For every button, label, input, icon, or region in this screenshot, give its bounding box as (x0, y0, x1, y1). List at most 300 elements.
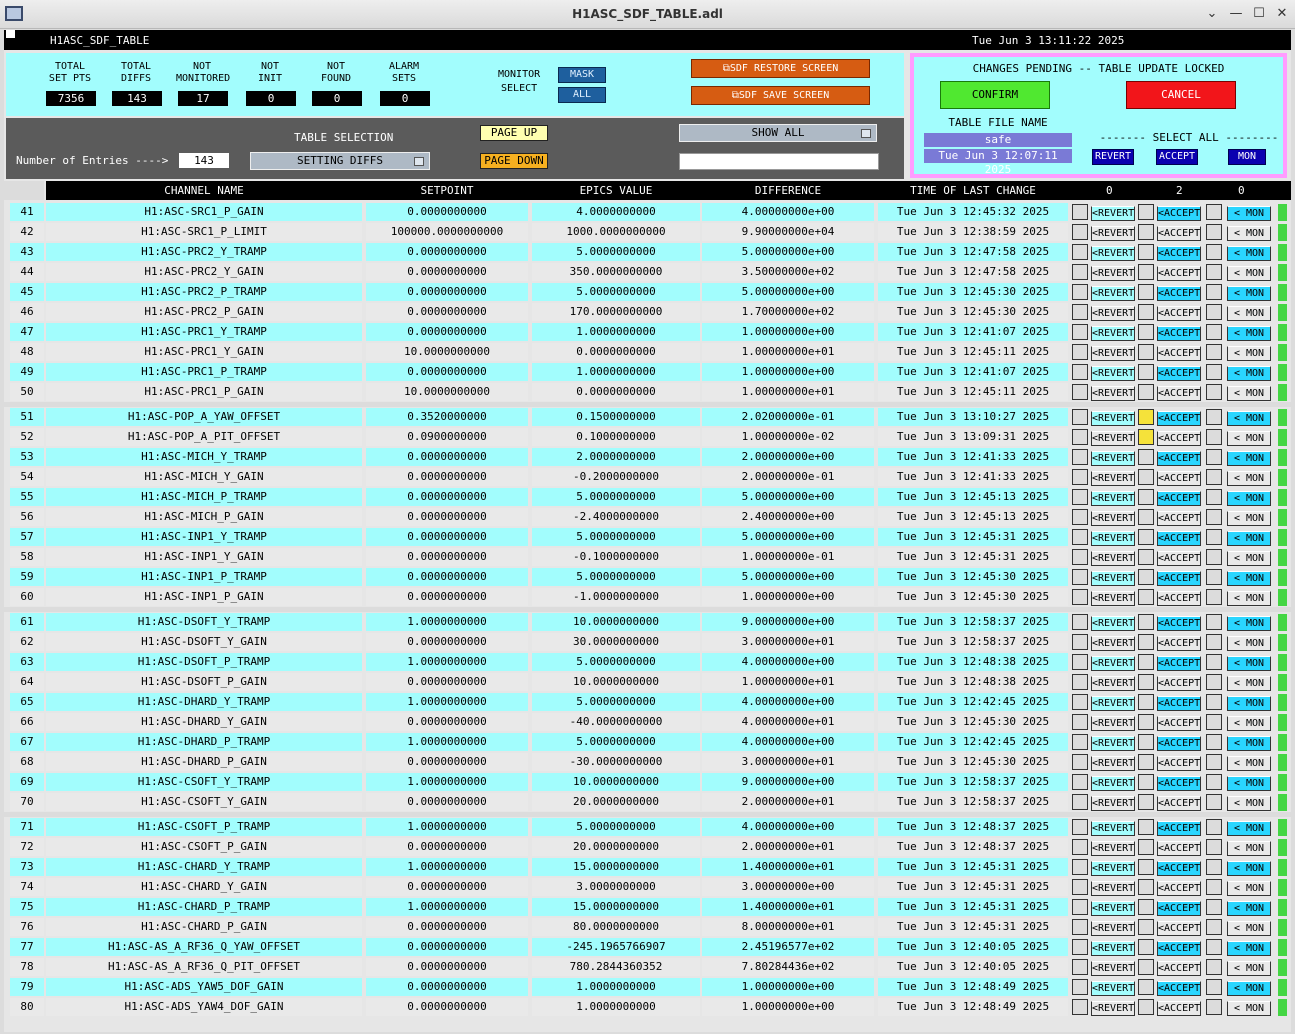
mon-button[interactable]: < MON (1227, 921, 1271, 936)
revert-checkbox[interactable] (1072, 469, 1088, 485)
revert-button[interactable]: <REVERT (1092, 533, 1135, 544)
accept-button[interactable]: <ACCEPT (1158, 388, 1201, 399)
mon-checkbox[interactable] (1206, 899, 1222, 915)
difference-value: 1.00000000e+01 (702, 383, 874, 401)
revert-button[interactable]: <REVERT (1092, 923, 1135, 934)
mon-button[interactable]: < MON (1227, 636, 1271, 651)
mon-checkbox[interactable] (1206, 244, 1222, 260)
mon-button[interactable]: < MON (1227, 206, 1271, 221)
revert-checkbox[interactable] (1072, 859, 1088, 875)
mon-button[interactable]: < MON (1227, 676, 1271, 691)
mon-button[interactable]: < MON (1227, 386, 1271, 401)
mon-checkbox[interactable] (1206, 264, 1222, 280)
mon-checkbox[interactable] (1206, 734, 1222, 750)
revert-checkbox[interactable] (1072, 509, 1088, 525)
revert-checkbox[interactable] (1072, 429, 1088, 445)
page-up-button[interactable]: PAGE UP (480, 125, 548, 141)
difference-value: 5.00000000e+00 (702, 528, 874, 546)
mon-button[interactable]: < MON (1227, 1001, 1271, 1016)
accept-checkbox[interactable] (1138, 614, 1154, 630)
accept-checkbox[interactable] (1138, 509, 1154, 525)
revert-button[interactable]: <REVERT (1092, 843, 1135, 854)
revert-checkbox[interactable] (1072, 549, 1088, 565)
revert-checkbox[interactable] (1072, 839, 1088, 855)
revert-button[interactable]: <REVERT (1092, 268, 1135, 279)
revert-checkbox[interactable] (1072, 449, 1088, 465)
revert-button[interactable]: <REVERT (1092, 593, 1135, 604)
revert-button[interactable]: <REVERT (1092, 413, 1135, 424)
revert-checkbox[interactable] (1072, 244, 1088, 260)
channel-name: H1:ASC-DSOFT_P_GAIN (46, 673, 362, 691)
mon-button[interactable]: < MON (1227, 776, 1271, 791)
mon-button[interactable]: < MON (1227, 696, 1271, 711)
mon-checkbox[interactable] (1206, 344, 1222, 360)
mon-checkbox[interactable] (1206, 429, 1222, 445)
channel-name: H1:ASC-MICH_Y_TRAMP (46, 448, 362, 466)
mon-checkbox[interactable] (1206, 674, 1222, 690)
accept-checkbox[interactable] (1138, 324, 1154, 340)
mon-checkbox[interactable] (1206, 224, 1222, 240)
select-all-revert-button[interactable]: REVERT (1092, 149, 1134, 165)
revert-button[interactable]: <REVERT (1092, 618, 1135, 629)
accept-button[interactable]: <ACCEPT (1158, 328, 1201, 339)
accept-button[interactable]: <ACCEPT (1158, 573, 1201, 584)
minimize-icon[interactable]: — (1229, 6, 1243, 21)
difference-value: 3.00000000e+00 (702, 878, 874, 896)
accept-checkbox[interactable] (1138, 384, 1154, 400)
revert-button[interactable]: <REVERT (1092, 433, 1135, 444)
table-row (4, 282, 1291, 302)
mon-button[interactable]: < MON (1227, 326, 1271, 341)
revert-button[interactable]: <REVERT (1092, 698, 1135, 709)
accept-checkbox[interactable] (1138, 224, 1154, 240)
accept-checkbox[interactable] (1138, 429, 1154, 445)
accept-button[interactable]: <ACCEPT (1158, 983, 1201, 994)
accept-button[interactable]: <ACCEPT (1158, 658, 1201, 669)
revert-checkbox[interactable] (1072, 959, 1088, 975)
mon-checkbox[interactable] (1206, 204, 1222, 220)
mon-checkbox[interactable] (1206, 999, 1222, 1015)
mon-checkbox[interactable] (1206, 589, 1222, 605)
accept-checkbox[interactable] (1138, 919, 1154, 935)
channel-name: H1:ASC-CSOFT_P_TRAMP (46, 818, 362, 836)
mon-checkbox[interactable] (1206, 549, 1222, 565)
accept-button[interactable]: <ACCEPT (1158, 738, 1201, 749)
accept-button[interactable]: <ACCEPT (1158, 433, 1201, 444)
accept-checkbox[interactable] (1138, 364, 1154, 380)
mon-checkbox[interactable] (1206, 469, 1222, 485)
accept-button[interactable]: <ACCEPT (1158, 678, 1201, 689)
mon-button[interactable]: < MON (1227, 246, 1271, 261)
mon-checkbox[interactable] (1206, 509, 1222, 525)
mon-button[interactable]: < MON (1227, 451, 1271, 466)
setpoint-value: 0.0000000000 (366, 938, 528, 956)
accept-button[interactable]: <ACCEPT (1158, 883, 1201, 894)
accept-checkbox[interactable] (1138, 899, 1154, 915)
revert-button[interactable]: <REVERT (1092, 963, 1135, 974)
revert-button[interactable]: <REVERT (1092, 718, 1135, 729)
revert-checkbox[interactable] (1072, 734, 1088, 750)
mon-checkbox[interactable] (1206, 569, 1222, 585)
mon-button[interactable]: < MON (1227, 286, 1271, 301)
accept-checkbox[interactable] (1138, 449, 1154, 465)
maximize-icon[interactable]: ☐ (1253, 6, 1265, 21)
channel-name: H1:ASC-DSOFT_Y_TRAMP (46, 613, 362, 631)
setpoint-value: 0.0000000000 (366, 838, 528, 856)
mon-checkbox[interactable] (1206, 714, 1222, 730)
revert-checkbox[interactable] (1072, 694, 1088, 710)
mon-button[interactable]: < MON (1227, 981, 1271, 996)
revert-checkbox[interactable] (1072, 899, 1088, 915)
difference-value: 9.90000000e+04 (702, 223, 874, 241)
mon-button[interactable]: < MON (1227, 716, 1271, 731)
row-number: 77 (10, 938, 44, 956)
row-number: 62 (10, 633, 44, 651)
status-indicator (1278, 634, 1287, 651)
setpoint-value: 0.0000000000 (366, 263, 528, 281)
sdf-restore-screen-button[interactable] (691, 59, 870, 78)
mon-checkbox[interactable] (1206, 694, 1222, 710)
revert-button[interactable]: <REVERT (1092, 453, 1135, 464)
mon-button[interactable]: < MON (1227, 366, 1271, 381)
accept-checkbox[interactable] (1138, 244, 1154, 260)
accept-button[interactable]: <ACCEPT (1158, 248, 1201, 259)
time-of-last-change: Tue Jun 3 12:48:37 2025 (878, 818, 1068, 836)
accept-button[interactable]: <ACCEPT (1158, 638, 1201, 649)
mon-button[interactable]: < MON (1227, 796, 1271, 811)
accept-button[interactable]: <ACCEPT (1158, 863, 1201, 874)
accept-checkbox[interactable] (1138, 694, 1154, 710)
mon-button[interactable]: < MON (1227, 901, 1271, 916)
mon-button[interactable]: < MON (1227, 571, 1271, 586)
accept-button[interactable]: <ACCEPT (1158, 208, 1201, 219)
setpoint-value: 0.0000000000 (366, 713, 528, 731)
table-row (4, 997, 1291, 1017)
accept-button[interactable]: <ACCEPT (1158, 843, 1201, 854)
mon-button[interactable]: < MON (1227, 616, 1271, 631)
revert-checkbox[interactable] (1072, 939, 1088, 955)
accept-checkbox[interactable] (1138, 284, 1154, 300)
mon-checkbox[interactable] (1206, 324, 1222, 340)
mon-button[interactable]: < MON (1227, 591, 1271, 606)
mon-button[interactable]: < MON (1227, 306, 1271, 321)
revert-button[interactable]: <REVERT (1092, 228, 1135, 239)
mon-button[interactable]: < MON (1227, 511, 1271, 526)
mon-checkbox[interactable] (1206, 859, 1222, 875)
epics-value: 1.0000000000 (532, 323, 700, 341)
mon-button[interactable]: < MON (1227, 431, 1271, 446)
revert-checkbox[interactable] (1072, 614, 1088, 630)
revert-button[interactable]: <REVERT (1092, 288, 1135, 299)
time-of-last-change: Tue Jun 3 12:45:13 2025 (878, 508, 1068, 526)
revert-checkbox[interactable] (1072, 979, 1088, 995)
accept-button[interactable]: <ACCEPT (1158, 963, 1201, 974)
accept-button[interactable]: <ACCEPT (1158, 553, 1201, 564)
revert-button[interactable]: <REVERT (1092, 758, 1135, 769)
revert-checkbox[interactable] (1072, 714, 1088, 730)
accept-checkbox[interactable] (1138, 409, 1154, 425)
mon-button[interactable]: < MON (1227, 841, 1271, 856)
accept-checkbox[interactable] (1138, 529, 1154, 545)
all-button[interactable]: ALL (558, 87, 606, 103)
select-all-accept-button[interactable]: ACCEPT (1156, 149, 1198, 165)
accept-button[interactable]: <ACCEPT (1158, 453, 1201, 464)
setpoint-value: 0.0000000000 (366, 203, 528, 221)
confirm-button[interactable]: CONFIRM (940, 81, 1050, 109)
revert-button[interactable]: <REVERT (1092, 798, 1135, 809)
accept-button[interactable]: <ACCEPT (1158, 698, 1201, 709)
pending-changes-panel (910, 53, 1287, 178)
revert-checkbox[interactable] (1072, 674, 1088, 690)
revert-button[interactable]: <REVERT (1092, 573, 1135, 584)
mon-checkbox[interactable] (1206, 489, 1222, 505)
revert-checkbox[interactable] (1072, 794, 1088, 810)
revert-button[interactable]: <REVERT (1092, 553, 1135, 564)
mon-checkbox[interactable] (1206, 364, 1222, 380)
mask-button[interactable]: MASK (558, 67, 606, 83)
accept-checkbox[interactable] (1138, 469, 1154, 485)
accept-checkbox[interactable] (1138, 204, 1154, 220)
mon-checkbox[interactable] (1206, 839, 1222, 855)
revert-checkbox[interactable] (1072, 774, 1088, 790)
accept-button[interactable]: <ACCEPT (1158, 308, 1201, 319)
mon-checkbox[interactable] (1206, 819, 1222, 835)
accept-button[interactable]: <ACCEPT (1158, 473, 1201, 484)
difference-value: 3.50000000e+02 (702, 263, 874, 281)
revert-button[interactable]: <REVERT (1092, 513, 1135, 524)
accept-checkbox[interactable] (1138, 489, 1154, 505)
channel-name: H1:ASC-AS_A_RF36_Q_PIT_OFFSET (46, 958, 362, 976)
setpoint-value: 10.0000000000 (366, 343, 528, 361)
revert-button[interactable]: <REVERT (1092, 823, 1135, 834)
mon-button[interactable]: < MON (1227, 346, 1271, 361)
mon-button[interactable]: < MON (1227, 411, 1271, 426)
accept-button[interactable]: <ACCEPT (1158, 513, 1201, 524)
accept-button[interactable]: <ACCEPT (1158, 268, 1201, 279)
revert-button[interactable]: <REVERT (1092, 348, 1135, 359)
revert-checkbox[interactable] (1072, 999, 1088, 1015)
accept-button[interactable]: <ACCEPT (1158, 1003, 1201, 1014)
accept-button[interactable]: <ACCEPT (1158, 368, 1201, 379)
accept-button[interactable]: <ACCEPT (1158, 413, 1201, 424)
accept-checkbox[interactable] (1138, 734, 1154, 750)
accept-checkbox[interactable] (1138, 549, 1154, 565)
revert-button[interactable]: <REVERT (1092, 983, 1135, 994)
mon-button[interactable]: < MON (1227, 531, 1271, 546)
cancel-button[interactable]: CANCEL (1126, 81, 1236, 109)
revert-checkbox[interactable] (1072, 284, 1088, 300)
revert-button[interactable]: <REVERT (1092, 638, 1135, 649)
difference-value: 1.40000000e+01 (702, 898, 874, 916)
mon-checkbox[interactable] (1206, 774, 1222, 790)
table-row (4, 447, 1291, 467)
accept-button[interactable]: <ACCEPT (1158, 758, 1201, 769)
revert-checkbox[interactable] (1072, 654, 1088, 670)
mon-checkbox[interactable] (1206, 794, 1222, 810)
revert-button[interactable]: <REVERT (1092, 493, 1135, 504)
mon-checkbox[interactable] (1206, 614, 1222, 630)
mon-button[interactable]: < MON (1227, 941, 1271, 956)
accept-checkbox[interactable] (1138, 264, 1154, 280)
channel-name: H1:ASC-PRC2_Y_TRAMP (46, 243, 362, 261)
table-selection-dropdown[interactable]: SETTING DIFFS (250, 152, 430, 170)
epics-value: 5.0000000000 (532, 283, 700, 301)
revert-checkbox[interactable] (1072, 324, 1088, 340)
channel-name: H1:ASC-CHARD_Y_GAIN (46, 878, 362, 896)
accept-checkbox[interactable] (1138, 794, 1154, 810)
revert-checkbox[interactable] (1072, 304, 1088, 320)
mon-checkbox[interactable] (1206, 939, 1222, 955)
mon-checkbox[interactable] (1206, 304, 1222, 320)
revert-button[interactable]: <REVERT (1092, 678, 1135, 689)
mon-checkbox[interactable] (1206, 384, 1222, 400)
revert-checkbox[interactable] (1072, 489, 1088, 505)
mon-checkbox[interactable] (1206, 959, 1222, 975)
close-icon[interactable]: ✕ (1276, 6, 1288, 21)
accept-checkbox[interactable] (1138, 959, 1154, 975)
accept-button[interactable]: <ACCEPT (1158, 798, 1201, 809)
revert-checkbox[interactable] (1072, 364, 1088, 380)
mon-checkbox[interactable] (1206, 919, 1222, 935)
accept-button[interactable]: <ACCEPT (1158, 228, 1201, 239)
revert-button[interactable]: <REVERT (1092, 473, 1135, 484)
mon-button[interactable]: < MON (1227, 471, 1271, 486)
revert-button[interactable]: <REVERT (1092, 308, 1135, 319)
select-all-mon-button[interactable]: MON (1228, 149, 1266, 165)
revert-button[interactable]: <REVERT (1092, 248, 1135, 259)
accept-button[interactable]: <ACCEPT (1158, 618, 1201, 629)
accept-checkbox[interactable] (1138, 344, 1154, 360)
accept-button[interactable]: <ACCEPT (1158, 288, 1201, 299)
mon-button[interactable]: < MON (1227, 881, 1271, 896)
mon-button[interactable]: < MON (1227, 226, 1271, 241)
mon-button[interactable]: < MON (1227, 266, 1271, 281)
mon-button[interactable]: < MON (1227, 756, 1271, 771)
revert-checkbox[interactable] (1072, 344, 1088, 360)
revert-button[interactable]: <REVERT (1092, 368, 1135, 379)
accept-checkbox[interactable] (1138, 674, 1154, 690)
pending-inner (914, 57, 1283, 174)
revert-checkbox[interactable] (1072, 754, 1088, 770)
revert-button[interactable]: <REVERT (1092, 328, 1135, 339)
mon-checkbox[interactable] (1206, 529, 1222, 545)
accept-checkbox[interactable] (1138, 839, 1154, 855)
accept-button[interactable]: <ACCEPT (1158, 823, 1201, 834)
revert-checkbox[interactable] (1072, 919, 1088, 935)
revert-checkbox[interactable] (1072, 204, 1088, 220)
revert-button[interactable]: <REVERT (1092, 903, 1135, 914)
page-down-button[interactable]: PAGE DOWN (480, 153, 548, 169)
revert-checkbox[interactable] (1072, 384, 1088, 400)
difference-value: 9.00000000e+00 (702, 613, 874, 631)
mon-button[interactable]: < MON (1227, 656, 1271, 671)
revert-button[interactable]: <REVERT (1092, 1003, 1135, 1014)
chevron-down-icon[interactable]: ⌄ (1206, 6, 1218, 21)
accept-button[interactable]: <ACCEPT (1158, 778, 1201, 789)
mon-checkbox[interactable] (1206, 654, 1222, 670)
revert-button[interactable]: <REVERT (1092, 208, 1135, 219)
revert-button[interactable]: <REVERT (1092, 863, 1135, 874)
mon-checkbox[interactable] (1206, 879, 1222, 895)
window-icon: ⧉ (731, 90, 739, 101)
difference-value: 1.00000000e-01 (702, 548, 874, 566)
table-row (4, 652, 1291, 672)
mon-checkbox[interactable] (1206, 284, 1222, 300)
accept-checkbox[interactable] (1138, 754, 1154, 770)
accept-checkbox[interactable] (1138, 589, 1154, 605)
revert-button[interactable]: <REVERT (1092, 943, 1135, 954)
row-number: 43 (10, 243, 44, 261)
accept-checkbox[interactable] (1138, 879, 1154, 895)
revert-checkbox[interactable] (1072, 819, 1088, 835)
col-channel-name: CHANNEL NAME (46, 181, 362, 200)
mon-button[interactable]: < MON (1227, 736, 1271, 751)
revert-checkbox[interactable] (1072, 409, 1088, 425)
accept-button[interactable]: <ACCEPT (1158, 493, 1201, 504)
mon-checkbox[interactable] (1206, 634, 1222, 650)
accept-button[interactable]: <ACCEPT (1158, 533, 1201, 544)
accept-checkbox[interactable] (1138, 569, 1154, 585)
revert-checkbox[interactable] (1072, 264, 1088, 280)
accept-button[interactable]: <ACCEPT (1158, 593, 1201, 604)
accept-checkbox[interactable] (1138, 859, 1154, 875)
accept-button[interactable]: <ACCEPT (1158, 943, 1201, 954)
mon-checkbox[interactable] (1206, 449, 1222, 465)
channel-name: H1:ASC-INP1_P_GAIN (46, 588, 362, 606)
revert-checkbox[interactable] (1072, 224, 1088, 240)
revert-button[interactable]: <REVERT (1092, 778, 1135, 789)
accept-checkbox[interactable] (1138, 774, 1154, 790)
mon-button[interactable]: < MON (1227, 961, 1271, 976)
sdf-save-screen-button[interactable] (691, 86, 870, 105)
mon-checkbox[interactable] (1206, 979, 1222, 995)
mon-button[interactable]: < MON (1227, 821, 1271, 836)
accept-button[interactable]: <ACCEPT (1158, 903, 1201, 914)
mon-checkbox[interactable] (1206, 409, 1222, 425)
revert-checkbox[interactable] (1072, 589, 1088, 605)
accept-checkbox[interactable] (1138, 654, 1154, 670)
revert-button[interactable]: <REVERT (1092, 658, 1135, 669)
accept-checkbox[interactable] (1138, 634, 1154, 650)
mon-button[interactable]: < MON (1227, 861, 1271, 876)
difference-value: 5.00000000e+00 (702, 283, 874, 301)
revert-button[interactable]: <REVERT (1092, 388, 1135, 399)
revert-checkbox[interactable] (1072, 529, 1088, 545)
revert-button[interactable]: <REVERT (1092, 883, 1135, 894)
row-number: 70 (10, 793, 44, 811)
revert-checkbox[interactable] (1072, 879, 1088, 895)
mon-checkbox[interactable] (1206, 754, 1222, 770)
accept-checkbox[interactable] (1138, 939, 1154, 955)
accept-button[interactable]: <ACCEPT (1158, 923, 1201, 934)
accept-button[interactable]: <ACCEPT (1158, 348, 1201, 359)
revert-checkbox[interactable] (1072, 569, 1088, 585)
accept-checkbox[interactable] (1138, 819, 1154, 835)
revert-checkbox[interactable] (1072, 634, 1088, 650)
show-all-dropdown[interactable]: SHOW ALL (679, 124, 877, 142)
accept-checkbox[interactable] (1138, 979, 1154, 995)
accept-checkbox[interactable] (1138, 999, 1154, 1015)
mon-button[interactable]: < MON (1227, 491, 1271, 506)
accept-checkbox[interactable] (1138, 714, 1154, 730)
difference-value: 2.00000000e+01 (702, 793, 874, 811)
filter-input[interactable] (679, 153, 879, 170)
mon-button[interactable]: < MON (1227, 551, 1271, 566)
accept-button[interactable]: <ACCEPT (1158, 718, 1201, 729)
setpoint-value: 0.0000000000 (366, 283, 528, 301)
revert-button[interactable]: <REVERT (1092, 738, 1135, 749)
accept-checkbox[interactable] (1138, 304, 1154, 320)
